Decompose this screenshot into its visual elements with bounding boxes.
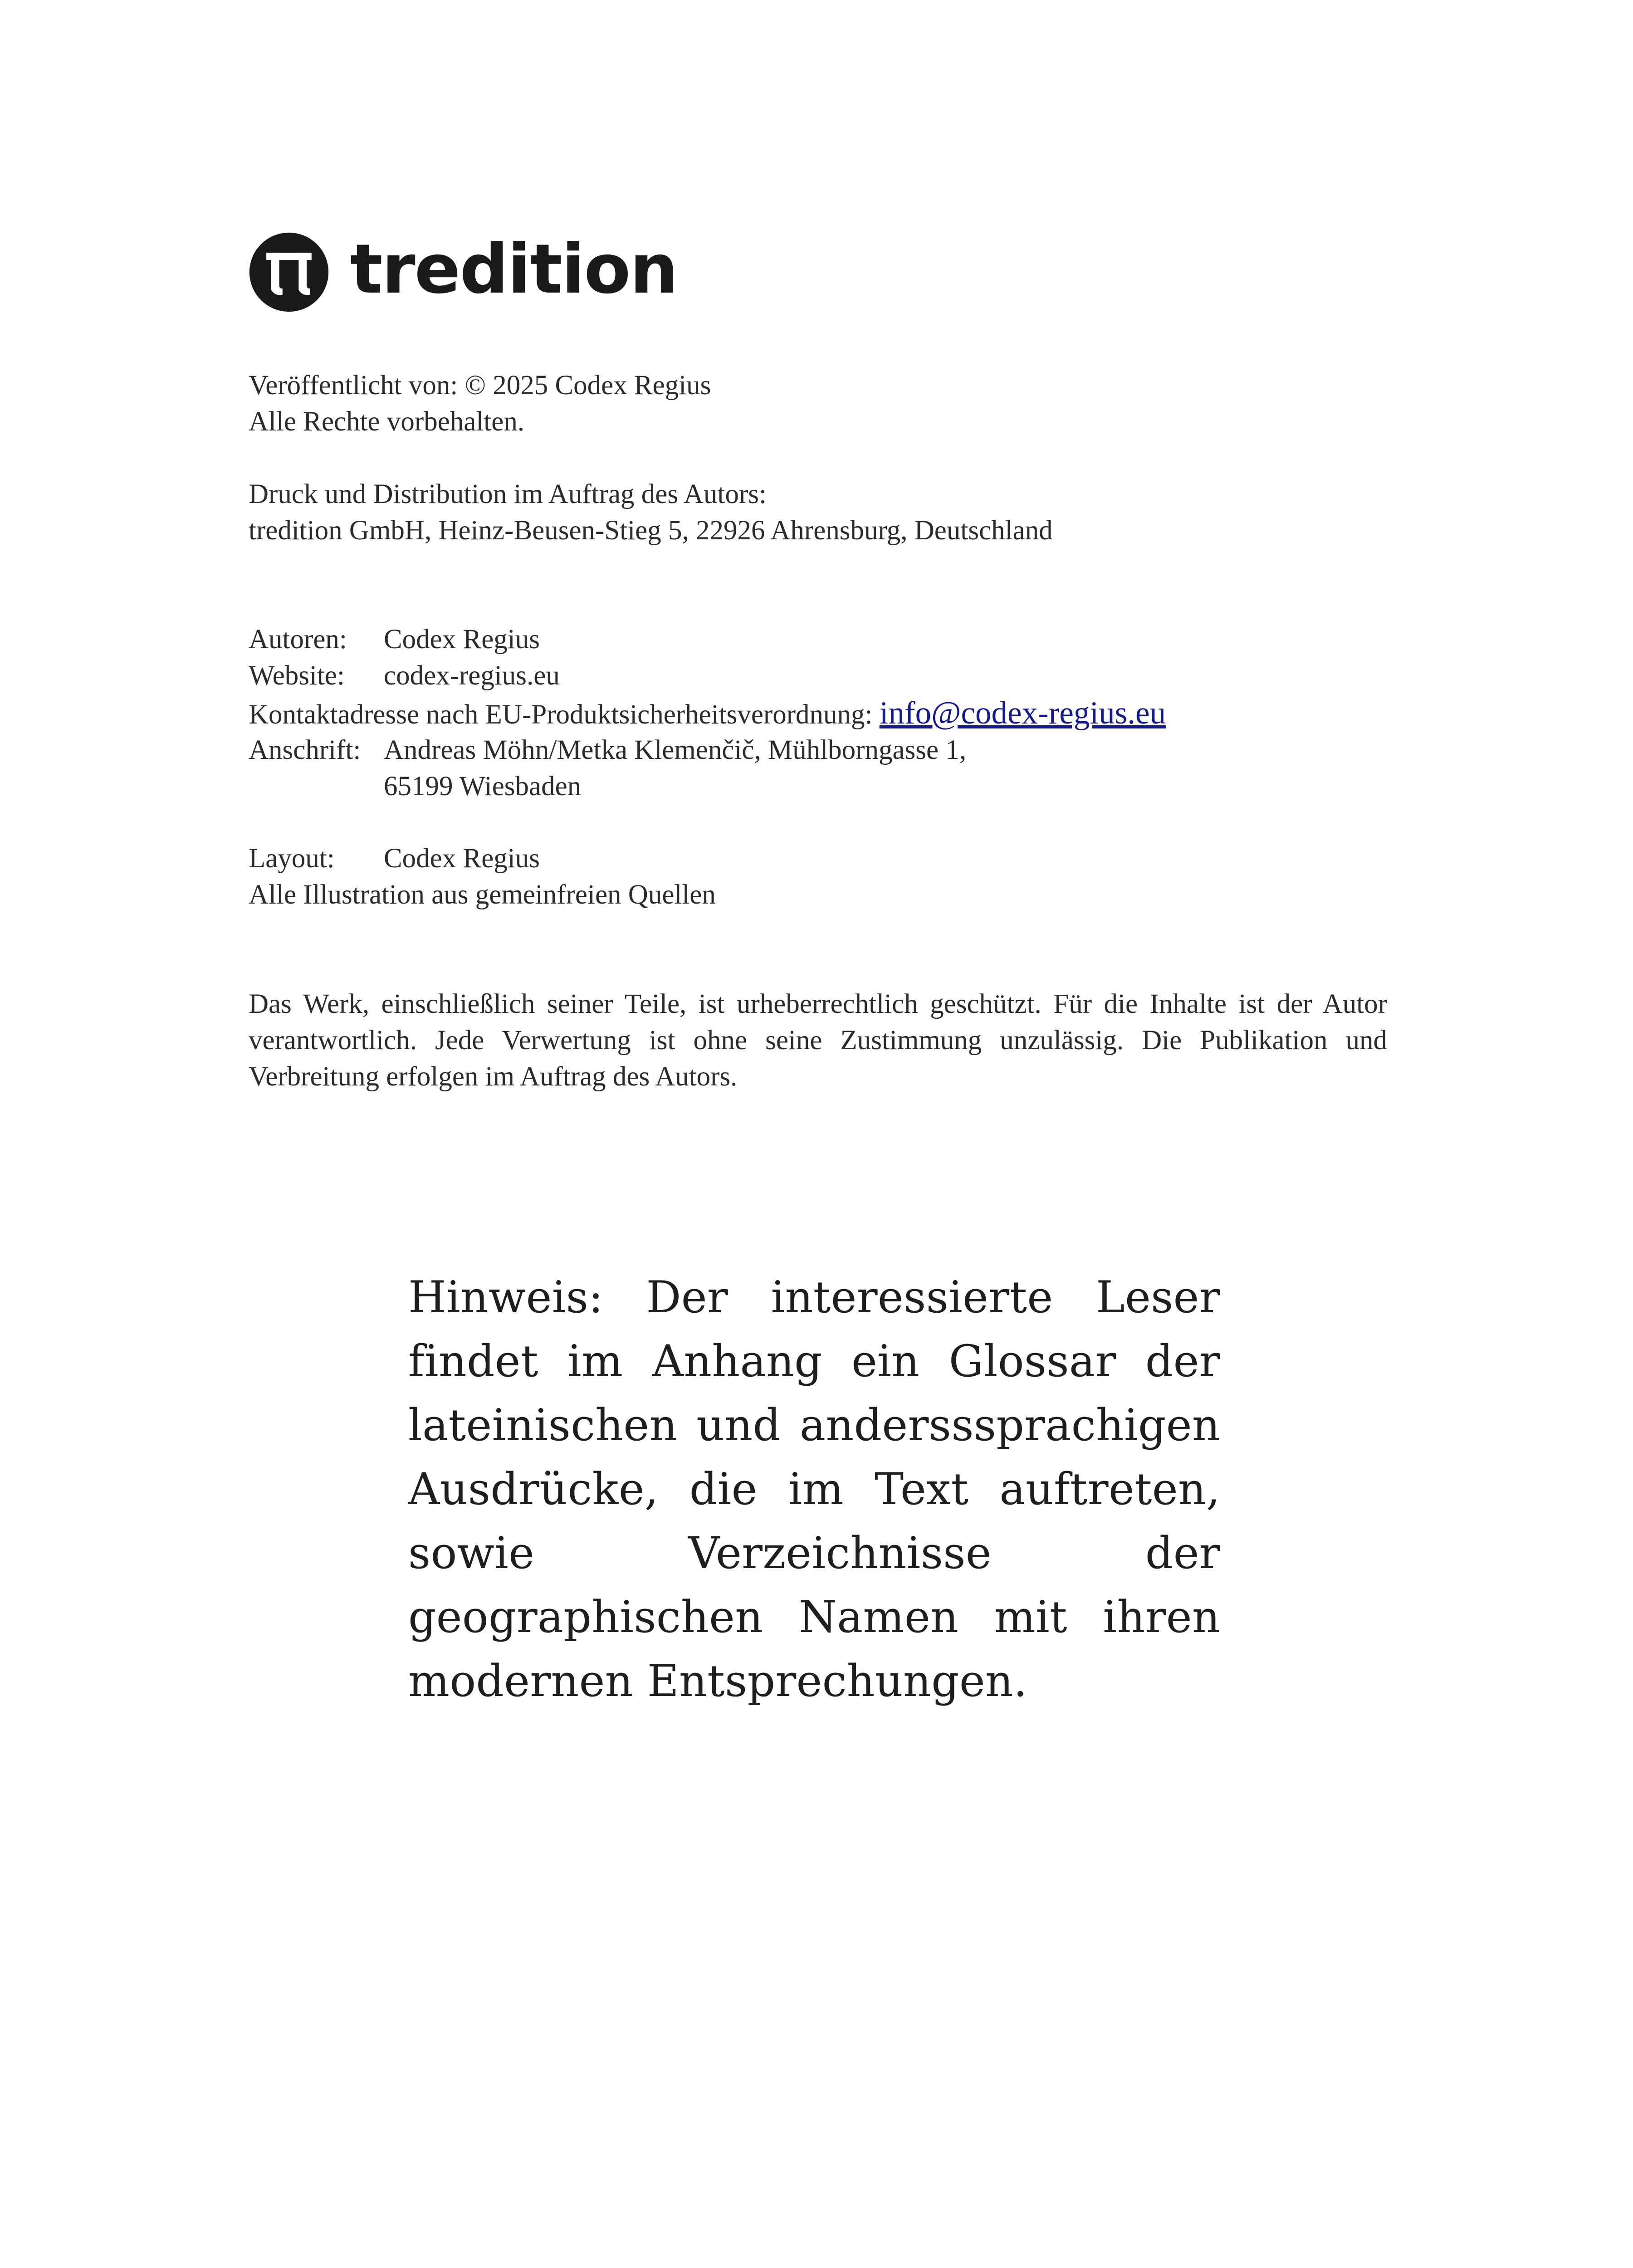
authors-value: Codex Regius bbox=[384, 624, 540, 655]
copyright-notice: Das Werk, einschließlich seiner Teile, ist urheberrechtlich geschützt. Für die Inhalte ist der Autor verantwortlich. Jede Verwertung ist ohne seine Zustimmung unzulässig. Die Publikation und Verbreitung erfolgen im Auftrag des Autors. bbox=[249, 989, 1387, 1092]
tredition-logo-icon bbox=[249, 232, 329, 313]
authors-label: Autoren: bbox=[249, 624, 347, 655]
illustrations-line: Alle Illustration aus gemeinfreien Quellen bbox=[249, 880, 716, 910]
glossary-hint: Hinweis: Der interessierte Leser findet im Anhang ein Glossar der lateinischen und andersssprachigen Ausdrücke, die im Text auftreten, sowie Verzeichnisse der geographischen Namen mit ihren modernen Entsprechungen. bbox=[408, 1272, 1220, 1706]
layout-row bbox=[249, 841, 540, 877]
published-by-line: Veröffentlicht von: © 2025 Codex Regius bbox=[249, 370, 711, 401]
print-address: tredition GmbH, Heinz-Beusen-Stieg 5, 22926 Ahrensburg, Deutschland bbox=[249, 515, 1053, 546]
print-heading: Druck und Distribution im Auftrag des Autors: bbox=[249, 479, 767, 509]
layout-label: Layout: bbox=[249, 843, 335, 874]
website-row bbox=[249, 658, 560, 694]
logo-wordmark: tredition bbox=[350, 230, 678, 309]
rights-line: Alle Rechte vorbehalten. bbox=[249, 406, 525, 437]
address-row bbox=[249, 732, 966, 768]
publisher-logo bbox=[249, 231, 677, 313]
address-label: Anschrift: bbox=[249, 735, 361, 765]
website-value: codex-regius.eu bbox=[384, 660, 560, 691]
address-line1: Andreas Möhn/Metka Klemenčič, Mühlborngasse 1, bbox=[384, 735, 967, 765]
website-label: Website: bbox=[249, 660, 345, 691]
contact-email-link[interactable]: info@codex-regius.eu bbox=[879, 695, 1166, 731]
contact-label: Kontaktadresse nach EU-Produktsicherheitsverordnung: bbox=[249, 699, 873, 730]
address-line2: 65199 Wiesbaden bbox=[384, 771, 582, 802]
contact-row bbox=[249, 695, 1166, 733]
authors-row bbox=[249, 621, 540, 658]
layout-value: Codex Regius bbox=[384, 843, 540, 874]
